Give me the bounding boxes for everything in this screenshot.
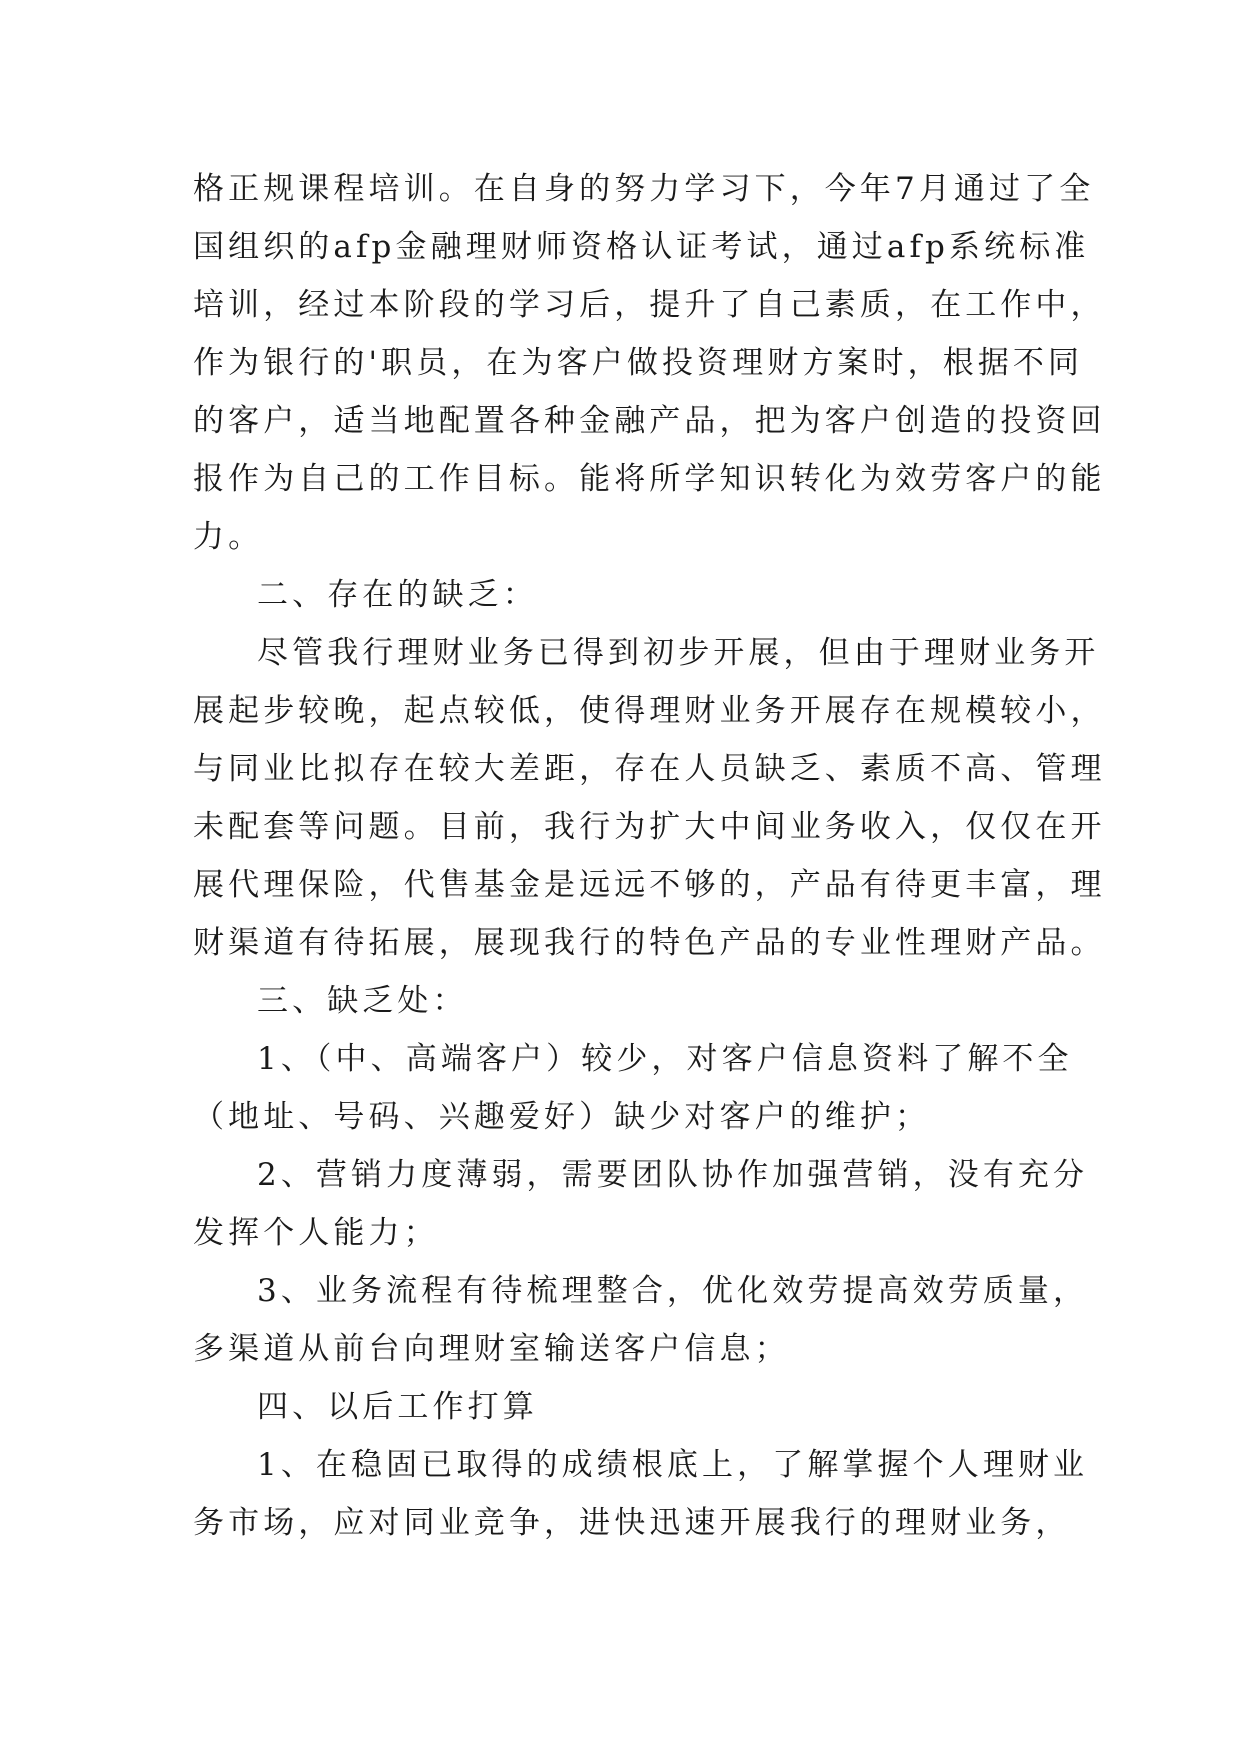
- text-line: 务市场，应对同业竞争，进快迅速开展我行的理财业务，: [193, 1505, 1071, 1541]
- text-line: 作为银行的'职员，在为客户做投资理财方案时，根据不同: [193, 345, 1084, 381]
- text-line: 格正规课程培训。在自身的努力学习下，今年7月通过了全: [193, 171, 1095, 207]
- text-line: 发挥个人能力；: [193, 1215, 439, 1251]
- list-item: 2、营销力度薄弱，需要团队协作加强营销，没有充分: [257, 1157, 1089, 1193]
- document-body: [193, 160, 1106, 1552]
- section-heading: 四、以后工作打算: [257, 1389, 538, 1425]
- list-item: 1、（中、高端客户）较少，对客户信息资料了解不全: [257, 1041, 1073, 1077]
- text-line: 培训，经过本阶段的学习后，提升了自己素质，在工作中，: [193, 287, 1106, 323]
- text-line: 力。: [193, 519, 264, 555]
- text-line: 尽管我行理财业务已得到初步开展，但由于理财业务开: [257, 635, 1100, 671]
- section-heading: 三、缺乏处：: [257, 983, 468, 1019]
- text-line: 多渠道从前台向理财室输送客户信息；: [193, 1331, 790, 1367]
- list-item: 1、在稳固已取得的成绩根底上，了解掌握个人理财业: [257, 1447, 1089, 1483]
- list-item: 3、业务流程有待梳理整合，优化效劳提高效劳质量，: [257, 1273, 1089, 1309]
- text-line: 展起步较晚，起点较低，使得理财业务开展存在规模较小，: [193, 693, 1106, 729]
- text-line: 的客户，适当地配置各种金融产品，把为客户创造的投资回: [193, 403, 1106, 439]
- text-line: 未配套等问题。目前，我行为扩大中间业务收入，仅仅在开: [193, 809, 1106, 845]
- text-line: 与同业比拟存在较大差距，存在人员缺乏、素质不高、管理: [193, 751, 1106, 787]
- text-line: 财渠道有待拓展，展现我行的特色产品的专业性理财产品。: [193, 925, 1106, 961]
- text-line: 展代理保险，代售基金是远远不够的，产品有待更丰富，理: [193, 867, 1106, 903]
- text-line: （地址、号码、兴趣爱好）缺少对客户的维护；: [193, 1099, 931, 1135]
- text-line: 报作为自己的工作目标。能将所学知识转化为效劳客户的能: [193, 461, 1106, 497]
- text-line: 国组织的afp金融理财师资格认证考试，通过afp系统标准: [193, 229, 1090, 265]
- section-heading: 二、存在的缺乏：: [257, 577, 538, 613]
